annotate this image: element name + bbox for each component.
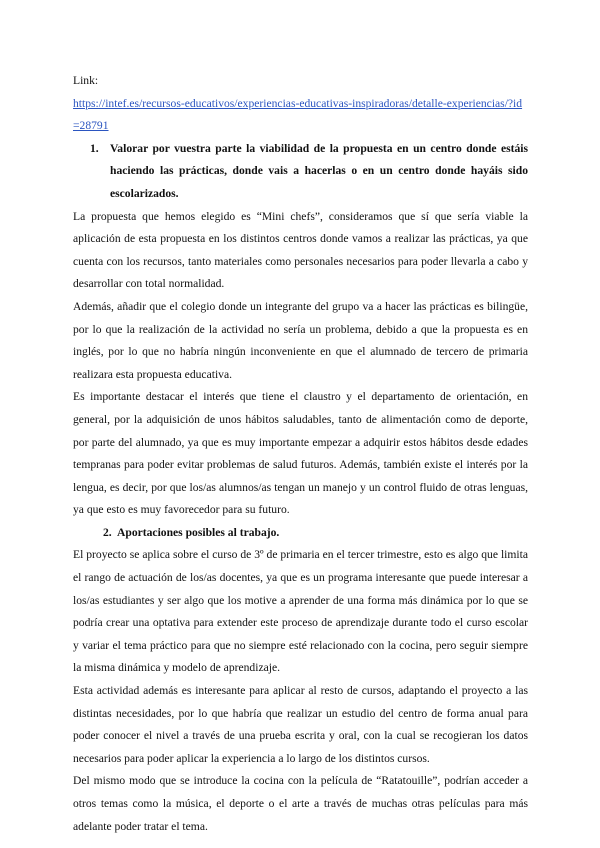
section-2-paragraph-3: Del mismo modo que se introduce la cocina con la película de “Ratatouille”, podrían acceder a otros temas como la música, el deporte o el arte a través de muchas otras películas para más adelante poder tratar el tema. <box>73 774 528 833</box>
section-2-heading <box>73 522 528 545</box>
link-label: Link: <box>73 74 99 87</box>
section-2-title: Aportaciones posibles al trabajo. <box>117 525 280 539</box>
section-1-heading <box>73 138 528 206</box>
section-2-paragraph-2: Esta actividad además es interesante para aplicar al resto de cursos, adaptando el proyecto a las distintas necesidades, por lo que habría que realizar un estudio del centro de forma anual para poder conocer el nivel a través de una prueba escrita y oral, con la cual se recogieran los datos necesarios para poder aplicar la experiencia a lo largo de los distintos cursos. <box>73 684 528 765</box>
section-1-number: 1. <box>90 141 99 155</box>
experience-link[interactable]: https://intef.es/recursos-educativos/experiencias-educativas-inspiradoras/detalle-experiencias/?id=28791 <box>73 96 523 133</box>
section-2-paragraph-1: El proyecto se aplica sobre el curso de 3º de primaria en el tercer trimestre, esto es algo que limita el rango de actuación de los/as docentes, ya que es un programa interesante que puede interesar a los/as estudiantes y ser algo que los motive a aprender de una forma más dinámica por lo que se podría crear una optativa para extender este proceso de aprendizaje durante todo el curso escolar y variar el tema práctico para que no siempre esté relacionado con la cocina, pero seguir siempre la misma dinámica y modelo de aprendizaje. <box>73 548 528 675</box>
section-2-number: 2. <box>103 525 112 539</box>
section-1-paragraph-3: Es importante destacar el interés que tiene el claustro y el departamento de orientación, en general, por la adquisición de unos hábitos saludables, tanto de alimentación como de deporte, por parte del alumnado, ya que es muy importante empezar a adquirir estos hábitos desde edades tempranas para poder evitar problemas de salud futuros. Además, también existe el interés por la lengua, es decir, por que los/as alumnos/as tengan un manejo y un control fluido de otras lenguas, ya que esto es muy favorecedor para su futuro. <box>73 390 528 517</box>
link-paragraph <box>73 93 528 138</box>
document-body <box>73 70 528 838</box>
section-1-paragraph-1: La propuesta que hemos elegido es “Mini chefs”, consideramos que sí que sería viable la aplicación de esta propuesta en los distintos centros donde vamos a realizar las prácticas, ya que cuenta con los recursos, tanto materiales como personales necesarios para poder llevarla a cabo y desarrollar con total normalidad. <box>73 209 528 291</box>
section-1-title: Valorar por vuestra parte la viabilidad de la propuesta en un centro donde estáis haciendo las prácticas, donde vais a hacerlas o en un centro donde hayáis sido escolarizados. <box>110 141 528 200</box>
section-1-paragraph-2: Además, añadir que el colegio donde un integrante del grupo va a hacer las prácticas es bilingüe, por lo que la realización de la actividad no sería un problema, debido a que la propuesta es en inglés, por lo que no habría ningún inconveniente en que el alumnado de tercero de primaria realizara esta propuesta educativa. <box>73 299 528 381</box>
